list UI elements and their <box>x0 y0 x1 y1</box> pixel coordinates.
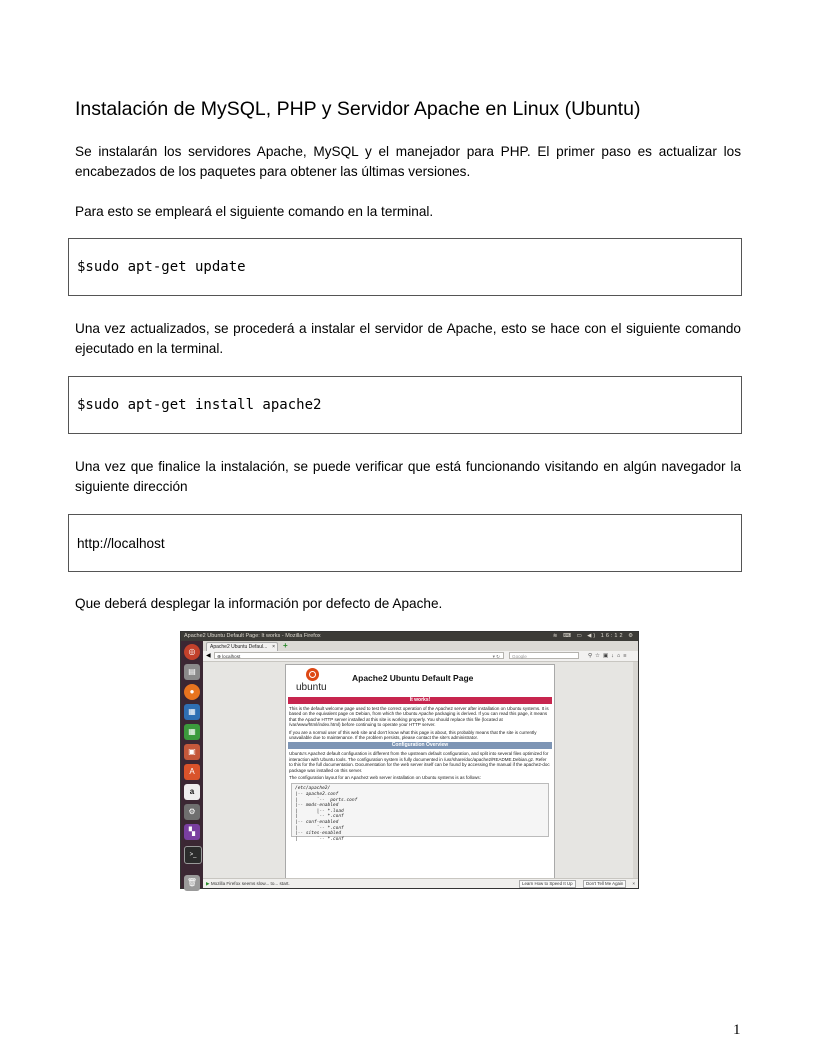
ubuntu-wordmark: ubuntu <box>296 682 327 693</box>
trash-icon: 🗑 <box>184 875 200 891</box>
unity-launcher <box>181 641 203 888</box>
intro-text-1: This is the default welcome page used to test the correct operation of the Apache2 server after installation on Ubuntu systems. It is based on the equivalent page on Debian, from which the Ubuntu Apache packaging is derived. If you can read this page, it means that the Apache HTTP server installed at this site is working properly. You should replace this file (located at /var/www/html/index.html) before continuing to operate your HTTP server. <box>289 706 549 728</box>
tab-label: Apache2 Ubuntu Defaul... <box>210 644 268 650</box>
navigation-bar <box>203 651 638 662</box>
tab-bar <box>203 641 638 651</box>
star-icon[interactable]: ☆ <box>595 653 603 659</box>
update-command-box <box>68 238 742 296</box>
writer-icon: ▦ <box>184 704 200 720</box>
keyboard-icon: ⌨ <box>562 633 573 639</box>
close-icon[interactable]: × <box>272 644 275 650</box>
settings-icon: ⚙ <box>184 804 200 820</box>
search-icon[interactable]: ⚲ <box>588 653 596 659</box>
software-center-icon: A <box>184 764 200 780</box>
speed-up-button[interactable]: Learn How to Speed It Up <box>519 880 576 888</box>
firefox-icon: ● <box>184 684 200 700</box>
browser-tab[interactable] <box>206 642 278 651</box>
apache-page-title: Apache2 Ubuntu Default Page <box>352 673 474 683</box>
url-box <box>68 514 742 572</box>
reader-icon[interactable]: ▣ <box>602 653 612 659</box>
menu-icon[interactable]: ≡ <box>623 653 630 659</box>
config-tree: /etc/apache2/ |-- apache2.conf | `-- ports.conf |-- mods-enabled | |-- *.load | `-- *.conf |-- conf-enabled | `-- *.conf |-- sites-enabled | `-- *.conf <box>291 783 549 837</box>
info-icon: ▶ <box>206 881 210 886</box>
impress-icon: ▣ <box>184 744 200 760</box>
wifi-icon: ≋ <box>552 633 560 639</box>
firefox-screenshot <box>180 631 639 889</box>
workspaces-icon: ▚ <box>184 824 200 840</box>
page-title: Instalación de MySQL, PHP y Servidor Apache en Linux (Ubuntu) <box>75 98 641 120</box>
page-number: 1 <box>733 1022 741 1038</box>
search-placeholder: Google <box>512 654 527 659</box>
close-icon[interactable]: × <box>632 881 635 886</box>
intro-paragraph: Se instalarán los servidores Apache, MySQL y el manejador para PHP. El primer paso es actualizar los encabezados de los paquetes para obtener las últimas versiones. <box>75 144 741 179</box>
reload-icon[interactable]: ▾ ↻ <box>492 654 500 659</box>
window-title: Apache2 Ubuntu Default Page: It works - Mozilla Firefox <box>184 633 321 639</box>
terminal-icon: >_ <box>184 846 202 864</box>
volume-icon: ◀) <box>587 633 598 639</box>
status-message: ▶ Mozilla Firefox seems slow... to... start. <box>206 881 290 886</box>
browser-viewport <box>203 662 638 879</box>
globe-icon: ⊕ <box>217 654 221 659</box>
verify-paragraph: Una vez que finalice la instalación, se puede verificar que está funcionando visitando en algún navegador la siguiente dirección <box>75 459 741 494</box>
install-paragraph: Una vez actualizados, se procederá a instalar el servidor de Apache, esto se hace con el siguiente comando ejecutado en la terminal. <box>75 321 741 356</box>
new-tab-icon[interactable]: + <box>283 641 288 650</box>
home-icon[interactable]: ⌂ <box>616 653 624 659</box>
battery-icon: ▭ <box>576 633 584 639</box>
config-overview-heading: Configuration Overview <box>288 742 552 749</box>
update-command: $sudo apt-get update <box>77 259 246 275</box>
apache-default-page <box>285 664 555 879</box>
result-paragraph: Que deberá desplegar la información por defecto de Apache. <box>75 596 443 611</box>
command-intro-paragraph: Para esto se empleará el siguiente comando en la terminal. <box>75 204 434 219</box>
notification-bar <box>203 878 638 888</box>
power-icon: ⚙ <box>628 633 635 639</box>
back-icon[interactable]: ◀ <box>206 653 211 659</box>
clock: 16:12 <box>600 633 625 639</box>
system-tray <box>553 632 635 641</box>
amazon-icon: a <box>184 784 200 800</box>
dash-icon: ◎ <box>184 644 200 660</box>
calc-icon: ▦ <box>184 724 200 740</box>
window-titlebar <box>181 632 638 641</box>
address-text: localhost <box>222 654 241 659</box>
config-text-2: The configuration layout for an Apache2 web server installation on Ubuntu systems is as follows: <box>289 775 481 781</box>
download-icon[interactable]: ↓ <box>611 653 617 659</box>
toolbar-icons <box>588 651 629 661</box>
install-command: $sudo apt-get install apache2 <box>77 397 322 413</box>
config-text-1: Ubuntu's Apache2 default configuration is different from the upstream default configuration, and split into several files optimized for interaction with Ubuntu tools. The configuration system is fully documented in /usr/share/doc/apache2/README.Debian.gz. Refer to this for the full documentation. Documentation for the web server itself can be found by accessing the manual if the apache2-doc package was installed on this server. <box>289 751 550 773</box>
ubuntu-logo-icon <box>306 668 319 681</box>
search-bar[interactable] <box>509 652 579 659</box>
dont-tell-button[interactable]: Don't Tell Me Again <box>583 880 626 888</box>
intro-text-2: If you are a normal user of this web site and don't know what this page is about, this probably means that the site is currently unavailable due to maintenance. If the problem persists, please contact the site's administrator. <box>289 729 537 741</box>
address-bar[interactable] <box>214 652 504 659</box>
scrollbar[interactable] <box>633 662 638 879</box>
localhost-url: http://localhost <box>77 535 165 551</box>
files-icon: ▤ <box>184 664 200 680</box>
it-works-banner: It works! <box>288 697 552 704</box>
install-command-box <box>68 376 742 434</box>
